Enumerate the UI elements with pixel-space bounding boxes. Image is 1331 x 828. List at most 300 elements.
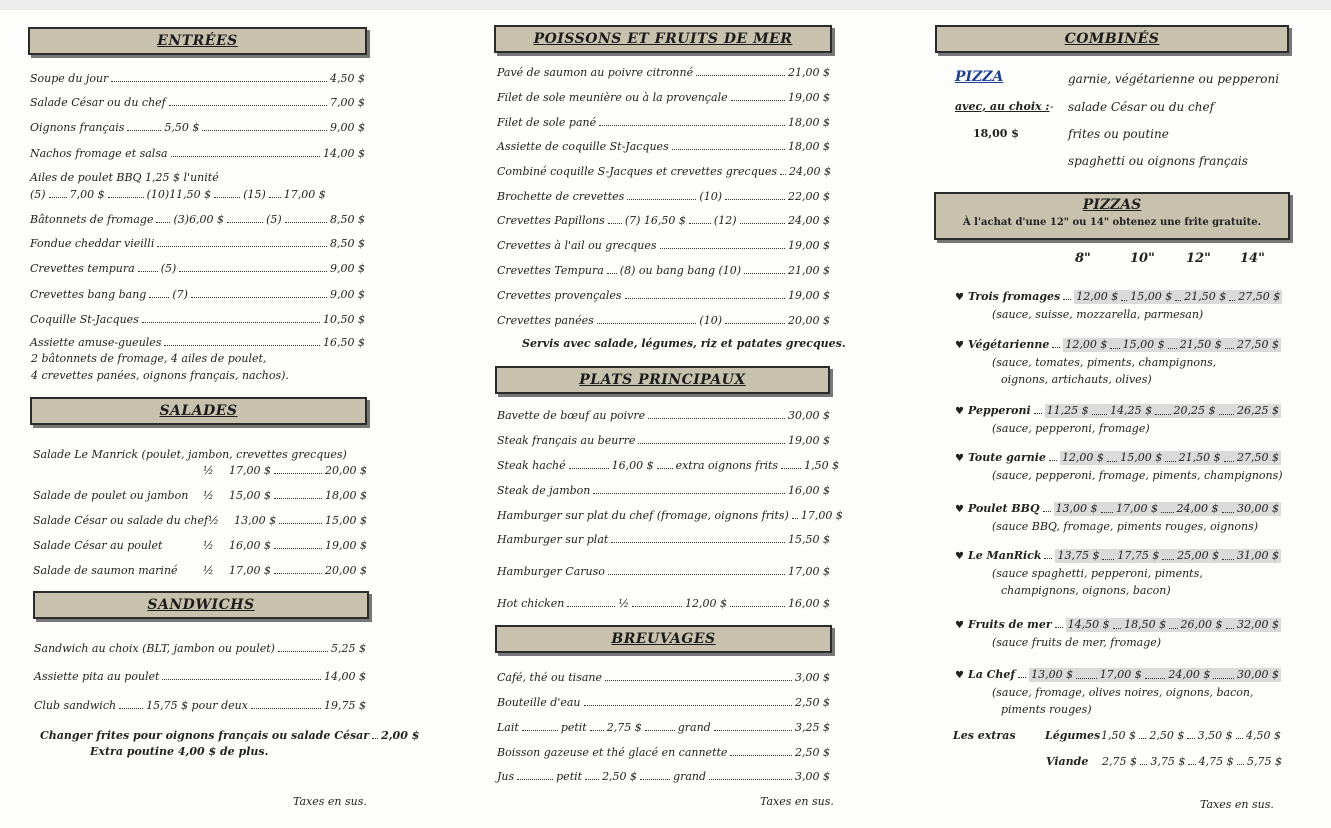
dot-leader [285,222,327,223]
pizza-price: 14,25 $ [1110,404,1153,417]
dot-leader [138,271,158,272]
plat-item-part-0: Steak de jambon [497,484,591,497]
entree-item-part-2: 5,50 $ [164,121,200,134]
pizza-item-row [955,404,1281,419]
salade-half: ½ [203,489,214,502]
sandwich-note-1: Changer frites pour oignons français ou salade César 2,00 $ [40,729,420,742]
dot-leader [1049,460,1057,461]
pizza-desc: (sauce spaghetti, pepperoni, piments, [992,567,1203,580]
salade-item-row [33,564,367,578]
pizza-price: 21,50 $ [1179,338,1222,351]
entree-item-part-0: Soupe du jour [30,72,109,85]
salade-name: Salade de saumon mariné [33,564,178,577]
breuvage-item-part-2: petit [560,721,587,734]
pizza-price: 15,00 $ [1130,290,1173,303]
salade-half-price: 15,00 $ [229,489,271,502]
salade-name: Salade de poulet ou jambon [33,489,189,502]
entree-item-part-2: 7,00 $ [69,188,105,201]
extra-price: 3,75 $ [1150,755,1186,768]
dot-leader [251,708,321,709]
entree-item [30,262,365,276]
section-header-poissons: POISSONS ET FRUITS DE MER [494,25,832,53]
combine-choice-2: frites ou poutine [1068,127,1169,141]
pizza-desc: champignons, oignons, bacon) [1001,584,1171,597]
breuvage-item-row [497,770,830,784]
entree-item-row [30,288,365,302]
dot-leader [1155,404,1170,415]
entree-item-row [30,121,365,135]
pizza-price: 20,25 $ [1173,404,1216,417]
dot-leader [1222,549,1234,560]
dot-leader [740,223,786,224]
pizza-item-row [955,502,1281,517]
dot-leader [1121,290,1127,301]
entree-item-part-0: Ailes de poulet BBQ 1,25 $ l'unité [30,171,219,184]
dot-leader [1102,549,1114,560]
plat-item-part-0: Hamburger sur plat du chef (fromage, oignons frits) [497,509,789,522]
dot-leader [638,443,785,444]
dot-leader [1169,618,1177,629]
pizza-name: Toute garnie [967,451,1046,464]
poisson-item [497,165,830,179]
dot-leader [611,542,785,543]
entree-item-part-0: Coquille St-Jacques [30,313,139,326]
dot-leader [730,755,792,756]
pizza-price: 12,00 $ [1065,338,1108,351]
plat-item-part-4: 12,00 $ [685,597,727,610]
entree-item [30,171,365,185]
poisson-item-part-2: 19,00 $ [788,91,830,104]
extra-item [1045,729,1281,743]
breuvage-item-part-0: Bouteille d'eau [497,696,581,709]
pizza-name: Pepperoni [967,404,1031,417]
breuvage-item-row [497,696,830,710]
dot-leader [191,297,327,298]
salade-half-price: 17,00 $ [229,564,271,577]
taxes-note-col1: Taxes en sus. [293,795,367,808]
dot-leader [1101,502,1113,513]
poisson-item-row [497,190,830,204]
poisson-item-part-2: 24,00 $ [788,165,831,178]
salade-item [33,564,367,578]
extra-price: 4,50 $ [1245,729,1281,742]
plat-item-part-4: extra oignons frits [675,459,779,472]
entree-item-part-0: Nachos fromage et salsa [30,147,168,160]
dot-leader [111,81,327,82]
plat-item-row [497,434,830,448]
heart-icon: ♥ [955,340,964,351]
amuse-desc-2: 4 crevettes panées, oignons français, nachos). [31,369,289,382]
dot-leader [1224,451,1234,462]
poisson-item [497,214,830,228]
salade-price: 20,00 $ [325,464,367,477]
poisson-item-part-0: Crevettes Papillons [497,214,605,227]
pizza-prices [1066,618,1281,632]
dot-leader [660,248,785,249]
salade-half: ½ [203,564,214,577]
dot-leader [599,125,785,126]
pizza-price: 14,50 $ [1067,618,1110,631]
combine-choice-1: salade César ou du chef [1068,100,1215,114]
sandwich-item [34,670,366,684]
pizza-price: 24,00 $ [1168,668,1211,681]
plat-item-part-6: 16,00 $ [788,597,830,610]
salade-item [33,464,367,478]
dot-leader [1219,404,1234,415]
dot-leader [274,473,322,474]
dot-leader [169,105,327,106]
entree-item-part-4: 9,00 $ [330,288,365,301]
dot-leader [1140,764,1147,765]
dot-leader [744,273,785,274]
extra-item-row [1046,755,1282,769]
breuvage-item-row [497,746,830,760]
pizza-price: 17,75 $ [1117,549,1160,562]
extra-price: 2,50 $ [1149,729,1185,742]
poisson-item-part-0: Crevettes Tempura [497,264,604,277]
dot-leader [1213,668,1234,679]
pizza-price: 12,00 $ [1061,451,1104,464]
dot-leader [1076,668,1097,679]
plat-item-part-2: ½ [618,597,629,610]
poisson-item-part-6: 24,00 $ [788,214,830,227]
section-header-plats: PLATS PRINCIPAUX [495,366,830,394]
pizza-desc: oignons, artichauts, olives) [1001,373,1152,386]
poisson-item-part-2: 19,00 $ [788,289,830,302]
dot-leader [274,548,322,549]
section-header-salades: SALADES [30,397,367,425]
dot-leader [645,730,675,731]
pizza-price: 12,00 $ [1076,290,1119,303]
sandwich-item [34,642,366,656]
dot-leader [648,418,785,419]
pizza-item [955,502,1281,517]
salade-item [33,489,367,503]
poisson-item [497,116,830,130]
entree-item-part-0: Salade César ou du chef [30,96,166,109]
entree-item-part-9: 17,00 $ [283,188,326,201]
salade-item [33,539,367,553]
dot-leader [1162,549,1174,560]
salade-half: ½ [203,464,214,477]
poisson-item-part-2: (10) [699,314,722,327]
dot-leader [731,100,785,101]
poisson-item-part-0: Crevettes à l'ail ou grecques [497,239,657,252]
dot-leader [164,345,320,346]
plat-item [497,459,840,473]
entree-item [30,336,365,350]
pizza-prices [1029,668,1281,682]
poisson-item [497,264,830,278]
dot-leader [1237,764,1244,765]
plat-item [497,533,830,547]
breuvage-item-part-0: Jus [497,770,515,783]
entree-item-part-5: (5) [266,213,282,226]
entree-item-part-2: 10,50 $ [323,313,365,326]
entree-item-part-0: (5) [30,188,46,201]
breuvage-item [497,696,830,710]
salade-price: 19,00 $ [325,539,367,552]
entree-item-part-0: Assiette amuse-gueules [30,336,162,349]
poisson-item-part-0: Filet de sole pané [497,116,597,129]
plat-item [497,409,830,423]
taxes-note-col2: Taxes en sus. [760,795,834,808]
pizza-name: Végétarienne [967,338,1050,351]
dot-leader [1092,404,1107,415]
size-10: 10" [1130,251,1155,266]
sandwich-item-part-2: 14,00 $ [324,670,366,683]
entree-item-part-4: 9,00 $ [330,121,365,134]
entree-item-row [30,188,365,202]
plat-item-part-2: 16,00 $ [788,484,830,497]
pizza-item [955,549,1281,564]
dot-leader [108,197,144,198]
pizza-item-row [955,338,1281,353]
pizza-item-row [955,618,1281,633]
entree-item [30,188,365,202]
plat-item [497,484,830,498]
extra-price: 1,50 $ [1101,729,1136,742]
breuvage-item-part-8: 3,00 $ [795,770,830,783]
dot-leader [127,130,161,131]
heart-icon: ♥ [955,670,964,681]
poisson-item-part-0: Crevettes provençales [497,289,622,302]
pizza-desc: (sauce fruits de mer, fromage) [992,636,1162,649]
dot-leader [149,297,169,298]
entree-item-part-7: (15) [243,188,266,201]
pizza-price: 26,00 $ [1180,618,1223,631]
dot-leader [279,523,322,524]
dot-leader [162,679,321,680]
poisson-item-part-0: Combiné coquille S-Jacques et crevettes grecques [497,165,777,178]
breuvage-item-row [497,671,830,685]
entree-item-row [30,313,365,327]
pizza-price: 15,00 $ [1122,338,1165,351]
poisson-item-part-4: 22,00 $ [788,190,830,203]
entree-item-part-5: 11,50 $ [169,188,212,201]
dot-leader [730,606,785,607]
entree-item-part-2: (3) [173,213,190,226]
poisson-item [497,239,830,253]
salade-half-price: 13,00 $ [234,514,277,527]
salade-price: 20,00 $ [325,564,367,577]
entree-item-part-3: 6,00 $ [189,213,225,226]
dot-leader [625,298,785,299]
plat-item-part-2: 16,00 $ [611,459,654,472]
heart-icon: ♥ [955,551,964,562]
entree-item [30,147,365,161]
sandwich-item-part-2: 5,25 $ [331,642,366,655]
dot-leader [142,322,320,323]
sandwich-item-row [34,670,366,684]
poisson-item [497,91,830,105]
poisson-item [497,140,830,154]
salade-item-row [33,464,367,478]
poisson-item [497,66,830,80]
combine-dash: - [1050,100,1054,113]
pizza-price: 25,00 $ [1177,549,1220,562]
entree-item-row [30,147,365,161]
sandwich-item-part-2: 15,75 $ pour deux [146,699,248,712]
dot-leader [1110,338,1119,349]
salade-price: 15,00 $ [325,514,367,527]
poisson-item-part-4: (12) [713,214,737,227]
salade-name: Salade César au poulet [33,539,163,552]
dot-leader [640,779,670,780]
pizza-price: 21,50 $ [1184,290,1227,303]
extra-price: 4,75 $ [1198,755,1234,768]
sandwich-item-row [34,699,366,713]
poisson-item-part-2: 21,00 $ [788,66,830,79]
dot-leader [119,708,143,709]
combine-pizza-desc: garnie, végétarienne ou pepperoni [1068,72,1280,86]
dot-leader [1187,738,1194,739]
heart-icon: ♥ [955,620,964,631]
section-header-combines: COMBINÉS [935,25,1289,53]
dot-leader [269,197,281,198]
combine-pizza-label: PIZZA [955,69,1004,85]
salade-half-price: 17,00 $ [229,464,271,477]
extra-price: 2,75 $ [1102,755,1137,768]
salade-half-price: 16,00 $ [229,539,271,552]
combine-choice-3: spaghetti ou oignons français [1068,154,1248,168]
entree-item-row [30,213,365,227]
pizza-price: 11,25 $ [1046,404,1089,417]
sandwich-item-part-4: 19,75 $ [324,699,366,712]
dot-leader [1018,677,1026,678]
dot-leader [278,651,328,652]
breuvage-item-part-2: 2,50 $ [795,746,830,759]
dot-leader [607,273,617,274]
dot-leader [227,222,263,223]
poisson-item-row [497,116,830,130]
pizza-desc: piments rouges) [1001,703,1092,716]
poisson-item-row [497,140,830,154]
dot-leader [1052,347,1060,348]
entree-item-part-4: (10) [146,188,170,201]
extra-item [1046,755,1282,769]
entree-item-part-2: 7,00 $ [330,96,365,109]
entree-item-part-0: Crevettes bang bang [30,288,147,301]
section-header-sandwichs: SANDWICHS [33,591,369,619]
breuvage-item-part-2: petit [556,770,583,783]
dot-leader [590,730,604,731]
salade-manrick: Salade Le Manrick (poulet, jambon, crevettes grecques) [33,448,347,461]
dot-leader [593,493,785,494]
entree-item-part-2: 16,50 $ [323,336,365,349]
pizza-prices [1060,451,1281,465]
breuvage-item-part-8: 3,25 $ [795,721,830,734]
breuvage-item [497,746,830,760]
pizza-name: Le ManRick [967,549,1042,562]
breuvage-item [497,721,830,735]
pizza-item [955,338,1281,353]
pizza-item [955,404,1281,419]
entree-item-part-4: 9,00 $ [330,262,365,275]
extra-price: 3,50 $ [1197,729,1233,742]
dot-leader [171,156,320,157]
entree-item [30,96,365,110]
dot-leader [522,730,558,731]
poisson-item-part-2: (10) [699,190,722,203]
dot-leader [1188,764,1195,765]
pizza-price: 27,50 $ [1237,451,1280,464]
dot-leader [517,779,553,780]
size-8: 8" [1075,251,1091,266]
breuvage-item-part-0: Lait [497,721,519,734]
entree-item-part-2: 4,50 $ [330,72,365,85]
dot-leader [709,779,792,780]
pizzas-promo: À l'achat d'une 12" ou 14" obtenez une frite gratuite. [962,217,1262,228]
dot-leader [792,518,798,519]
pizza-price: 13,75 $ [1057,549,1100,562]
entree-item-part-2: (5) [160,262,177,275]
dot-leader [1034,413,1042,414]
entree-item-part-2: 8,50 $ [330,237,365,250]
poisson-item [497,190,830,204]
plat-item [497,565,830,579]
amuse-desc-1: 2 bâtonnets de fromage, 4 ailes de poulet, [31,352,267,365]
dot-leader [1055,627,1063,628]
breuvage-item [497,770,830,784]
dot-leader [274,498,322,499]
breuvage-item-part-0: Café, thé ou tisane [497,671,602,684]
pizza-desc: (sauce, pepperoni, fromage) [992,422,1150,435]
plat-item-part-2: 30,00 $ [788,409,830,422]
poisson-item-row [497,66,830,80]
poisson-item [497,314,830,328]
breuvage-item-part-6: grand [677,721,711,734]
dot-leader [696,75,785,76]
poisson-item-part-0: Brochette de crevettes [497,190,625,203]
dot-leader [1113,618,1121,629]
combine-avec: avec, au choix : [955,100,1050,113]
plat-item-part-2: 15,50 $ [788,533,830,546]
poisson-item-row [497,314,830,328]
pizza-prices [1074,290,1282,304]
section-header-entrees: ENTRÉES [28,27,367,55]
breuvage-item-part-2: 2,50 $ [795,696,830,709]
dot-leader [1139,738,1146,739]
breuvage-item-part-4: 2,75 $ [606,721,642,734]
dot-leader [714,730,792,731]
breuvage-item-part-6: grand [673,770,707,783]
dot-leader [49,197,67,198]
pizza-price: 13,00 $ [1031,668,1074,681]
dot-leader [608,574,785,575]
plat-item-row [497,484,830,498]
sandwich-item-part-0: Assiette pita au poulet [34,670,160,683]
poisson-item-part-0: Filet de sole meunière ou à la provençale [497,91,728,104]
dot-leader [725,323,785,324]
dot-leader [632,606,682,607]
dot-leader [1236,738,1243,739]
dot-leader [780,174,786,175]
sandwich-item [34,699,366,713]
plat-item-row [497,565,830,579]
sandwich-item-row [34,642,366,656]
pizza-price: 17,00 $ [1116,502,1159,515]
pizza-name: Trois fromages [967,290,1061,303]
breuvage-item [497,671,830,685]
entree-item-row [30,237,365,251]
plat-item-row [497,533,830,547]
pizza-price: 30,00 $ [1236,668,1279,681]
dot-leader [725,199,785,200]
dot-leader [608,223,622,224]
extra-price: 5,75 $ [1246,755,1282,768]
section-header-pizzas [934,192,1290,240]
